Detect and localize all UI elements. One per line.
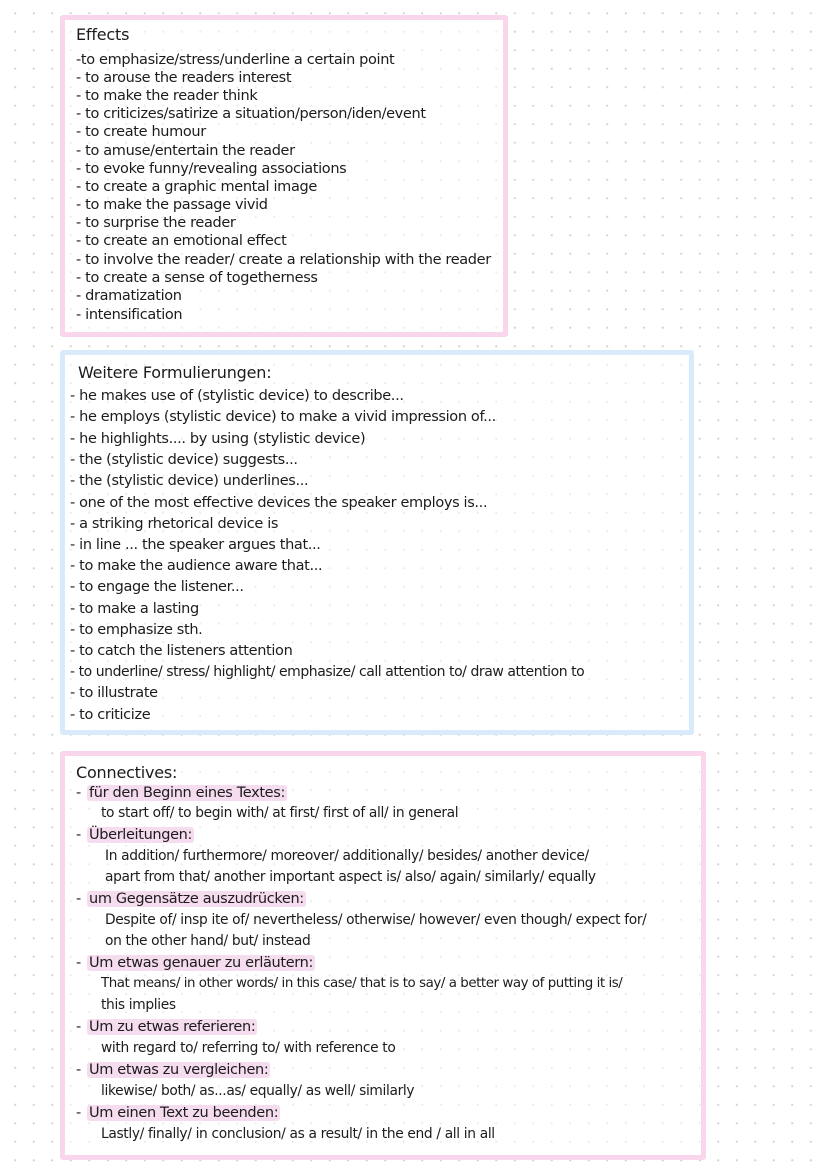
- connective-line: apart from that/ another important aspect is/ also/ again/ similarly/ equally: [105, 869, 596, 885]
- effects-item: - to make the passage vivid: [76, 197, 268, 213]
- phrase-item: - to underline/ stress/ highlight/ emphasize/ call attention to/ draw attention to: [70, 664, 585, 680]
- dash: -: [76, 955, 81, 971]
- phrase-item: - he employs (stylistic device) to make a vivid impression of...: [70, 409, 496, 425]
- connective-line: with regard to/ referring to/ with reference to: [101, 1040, 396, 1056]
- effects-item: - to arouse the readers interest: [76, 70, 292, 86]
- heading-transitions: Überleitungen:: [89, 827, 193, 843]
- phrase-item: - a striking rhetorical device is: [70, 516, 279, 532]
- connective-line: on the other hand/ but/ instead: [105, 933, 311, 949]
- heading-contrasts: um Gegensätze auszudrücken:: [89, 891, 304, 907]
- effects-item: -to emphasize/stress/underline a certain point: [76, 52, 395, 68]
- effects-item: - to surprise the reader: [76, 215, 236, 231]
- connective-heading: [76, 1104, 280, 1122]
- heading-explain: Um etwas genauer zu erläutern:: [89, 955, 314, 971]
- phrase-item: - one of the most effective devices the speaker employs is...: [70, 495, 488, 511]
- phrase-item: - to make a lasting: [70, 601, 199, 617]
- effects-item: - to criticizes/satirize a situation/person/iden/event: [76, 106, 426, 122]
- effects-item: - to create a graphic mental image: [76, 179, 317, 195]
- dash: -: [76, 1105, 81, 1121]
- connectives-title: Connectives:: [76, 763, 178, 782]
- effects-item: - to make the reader think: [76, 88, 258, 104]
- connective-line: Lastly/ finally/ in conclusion/ as a result/ in the end / all in all: [101, 1126, 495, 1142]
- connective-line: In addition/ furthermore/ moreover/ additionally/ besides/ another device/: [105, 848, 589, 864]
- phrase-item: - the (stylistic device) suggests...: [70, 452, 298, 468]
- dash: -: [76, 1019, 81, 1035]
- dash: -: [76, 827, 81, 843]
- effects-item: - to create humour: [76, 124, 206, 140]
- connective-heading: [76, 954, 315, 972]
- connective-line: That means/ in other words/ in this case/ that is to say/ a better way of putting it is/: [101, 976, 623, 991]
- connective-line: Despite of/ insp ite of/ nevertheless/ otherwise/ however/ even though/ expect for/: [105, 912, 647, 928]
- connective-heading: [76, 1018, 257, 1036]
- phrase-item: - to criticize: [70, 707, 151, 723]
- heading-refer: Um zu etwas referieren:: [89, 1019, 256, 1035]
- effects-item: - to amuse/entertain the reader: [76, 143, 295, 159]
- dash: -: [76, 891, 81, 907]
- phrase-item: - the (stylistic device) underlines...: [70, 473, 309, 489]
- heading-conclude: Um einen Text zu beenden:: [89, 1105, 279, 1121]
- phrase-item: - to illustrate: [70, 685, 158, 701]
- heading-compare: Um etwas zu vergleichen:: [89, 1062, 269, 1078]
- dash: -: [76, 785, 81, 801]
- effects-item: - to evoke funny/revealing associations: [76, 161, 347, 177]
- effects-item: - to create an emotional effect: [76, 233, 287, 249]
- connective-heading: [76, 1061, 270, 1079]
- effects-item: - intensification: [76, 307, 183, 323]
- phrase-item: - to make the audience aware that...: [70, 558, 323, 574]
- dash: -: [76, 1062, 81, 1078]
- connective-line: to start off/ to begin with/ at first/ first of all/ in general: [101, 805, 459, 821]
- phrases-title: Weitere Formulierungen:: [78, 363, 272, 382]
- connective-heading: [76, 784, 287, 802]
- phrase-item: - he makes use of (stylistic device) to describe...: [70, 388, 404, 404]
- connective-heading: [76, 826, 194, 844]
- heading-beginning: für den Beginn eines Textes:: [89, 785, 285, 801]
- phrase-item: - in line ... the speaker argues that...: [70, 537, 321, 553]
- phrase-item: - to engage the listener...: [70, 579, 244, 595]
- connective-line: this implies: [101, 997, 176, 1013]
- connective-heading: [76, 890, 306, 908]
- effects-title: Effects: [76, 25, 130, 44]
- effects-item: - dramatization: [76, 288, 182, 304]
- effects-item: - to create a sense of togetherness: [76, 270, 318, 286]
- phrase-item: - to catch the listeners attention: [70, 643, 293, 659]
- connective-line: likewise/ both/ as...as/ equally/ as well/ similarly: [101, 1083, 415, 1099]
- phrase-item: - to emphasize sth.: [70, 622, 203, 638]
- effects-item: - to involve the reader/ create a relationship with the reader: [76, 252, 491, 268]
- phrase-item: - he highlights.... by using (stylistic device): [70, 431, 366, 447]
